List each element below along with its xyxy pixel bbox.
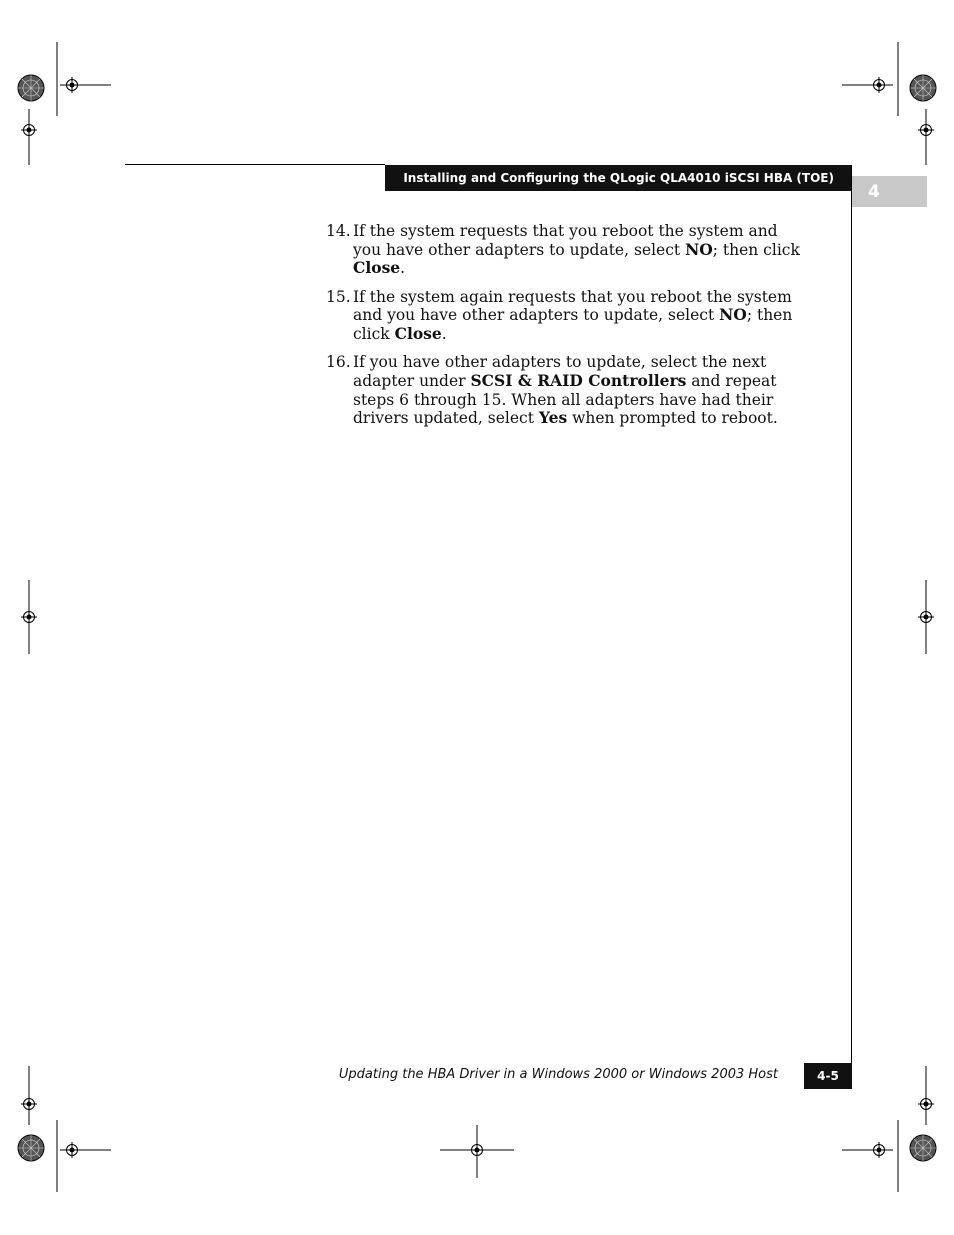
step-list bbox=[326, 222, 801, 438]
page-number-tab bbox=[804, 1063, 852, 1089]
right-margin-rule bbox=[851, 165, 852, 1089]
step-15 bbox=[326, 288, 801, 344]
step-16 bbox=[326, 353, 801, 428]
page-number: 4-5 bbox=[817, 1069, 839, 1083]
running-header bbox=[385, 165, 852, 191]
step-number: 16. bbox=[326, 353, 351, 372]
step-text: If the system again requests that you reboot the system and you have other adapters to update, select NO; then click Close. bbox=[353, 287, 793, 344]
step-text: If the system requests that you reboot the system and you have other adapters to update, select NO; then click Close. bbox=[353, 222, 800, 278]
step-number: 15. bbox=[326, 287, 351, 306]
chapter-tab bbox=[852, 176, 927, 207]
step-number: 14. bbox=[326, 222, 351, 240]
step-14 bbox=[326, 222, 801, 278]
footer-section-title: Updating the HBA Driver in a Windows 2000 or Windows 2003 Host bbox=[338, 1067, 778, 1082]
step-text: If you have other adapters to update, select the next adapter under SCSI & RAID Controllers and repeat steps 6 through 15. When all adapters have had their drivers updated, select Yes when prompted to reboot. bbox=[353, 353, 778, 428]
running-header-title: Installing and Configuring the QLogic QLA4010 iSCSI HBA (TOE) bbox=[403, 171, 834, 185]
header-rule bbox=[125, 164, 385, 165]
chapter-number: 4 bbox=[868, 181, 880, 202]
